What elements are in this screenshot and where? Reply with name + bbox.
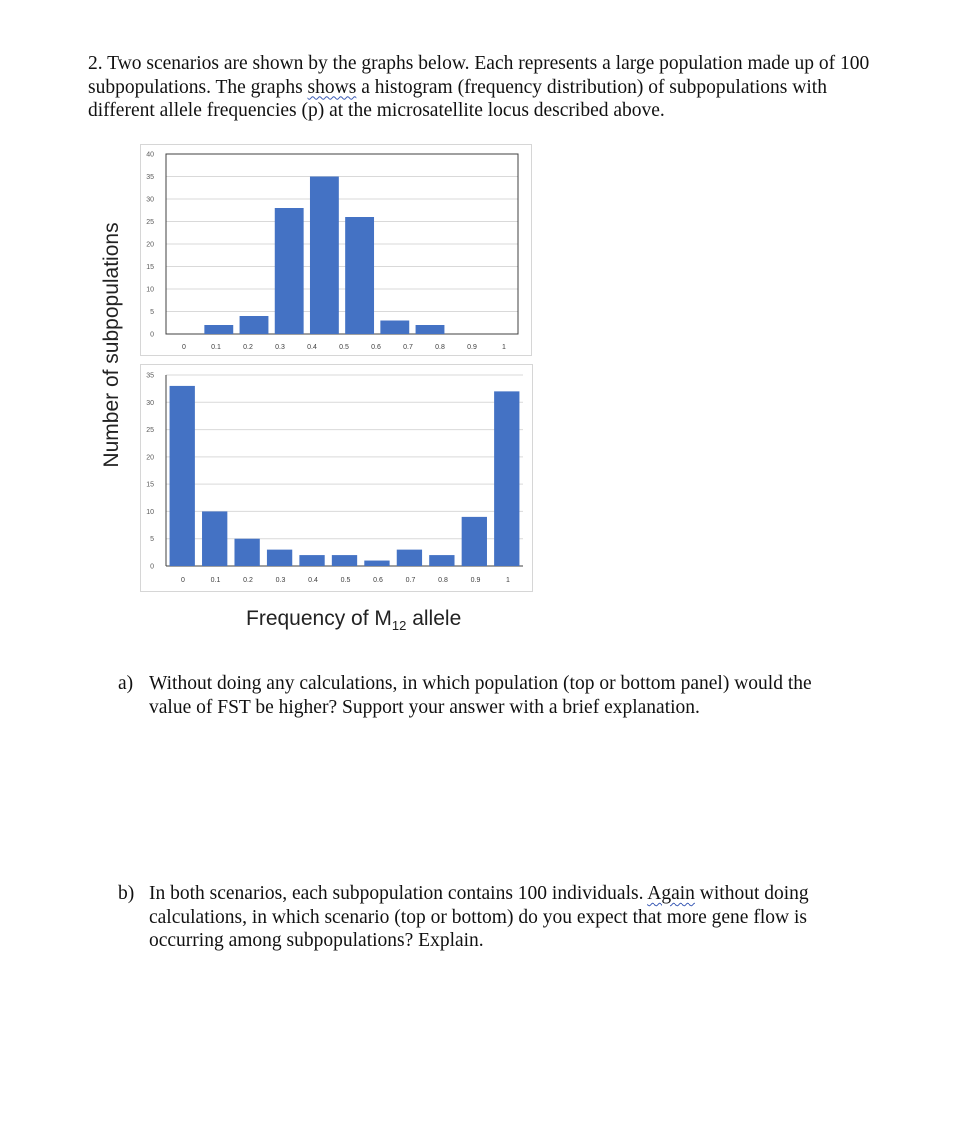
x-tick-label: 0.4 bbox=[307, 344, 317, 351]
x-axis-label-subscript: 12 bbox=[391, 618, 407, 634]
grammar-flagged-word[interactable]: shows bbox=[307, 76, 357, 98]
question-b-text bbox=[149, 882, 858, 953]
histogram-bar bbox=[204, 325, 233, 334]
question-a-letter: a) bbox=[118, 673, 134, 694]
histogram-bar bbox=[494, 391, 519, 566]
question-b-letter: b) bbox=[118, 883, 135, 904]
y-tick-label: 5 bbox=[150, 309, 154, 316]
question-b-text-after: without doing calculations, in which scenario (top or bottom) do you expect that more gene flow is occurring among subpopulations? Explain. bbox=[149, 883, 809, 951]
histogram-bar bbox=[202, 511, 227, 566]
histogram-bar bbox=[416, 325, 445, 334]
x-tick-label: 0.6 bbox=[373, 577, 383, 584]
histogram-bar bbox=[299, 555, 324, 566]
x-axis-label-main: Frequency of M bbox=[246, 607, 392, 630]
y-tick-label: 15 bbox=[146, 481, 154, 489]
x-tick-label: 0.1 bbox=[210, 577, 221, 584]
histogram-bar bbox=[462, 517, 487, 566]
intro-text-part2: a histogram (frequency distribution) of subpopulations with different allele frequencies (p) at the microsatellite locus described above. bbox=[88, 76, 827, 121]
question-b-text-before: In both scenarios, each subpopulation contains 100 individuals. bbox=[149, 883, 648, 904]
histogram-bottom-panel bbox=[140, 364, 533, 592]
x-tick-label: 0.8 bbox=[435, 344, 445, 351]
histogram-bar bbox=[364, 561, 389, 566]
x-axis-label-tail: allele bbox=[406, 607, 462, 630]
x-tick-label: 0.3 bbox=[275, 344, 285, 351]
intro-text-part1: 2. Two scenarios are shown by the graphs below. Each represents a large population made up of 100 subpopulations. The graphs bbox=[88, 53, 870, 98]
y-tick-label: 20 bbox=[146, 241, 154, 249]
grammar-flagged-word-again[interactable]: Again bbox=[647, 883, 695, 904]
histogram-bar bbox=[234, 539, 259, 566]
y-tick-label: 25 bbox=[146, 427, 154, 435]
histogram-bar bbox=[429, 555, 454, 566]
y-tick-label: 35 bbox=[146, 372, 154, 380]
x-tick-label: 1 bbox=[506, 577, 510, 584]
x-tick-label: 0.4 bbox=[308, 577, 318, 584]
x-tick-label: 0.3 bbox=[275, 577, 286, 584]
y-tick-label: 5 bbox=[150, 536, 154, 544]
x-tick-label: 0.5 bbox=[339, 344, 349, 351]
histogram-bar bbox=[332, 555, 357, 566]
histogram-bar bbox=[345, 217, 374, 334]
y-tick-label: 15 bbox=[146, 264, 154, 271]
x-tick-label: 0.7 bbox=[405, 577, 416, 584]
histogram-bar bbox=[380, 321, 409, 335]
x-tick-label: 0.2 bbox=[243, 577, 253, 584]
y-tick-label: 30 bbox=[146, 399, 154, 407]
x-tick-label: 0.1 bbox=[211, 344, 221, 351]
y-axis-label: Number of subpopulations bbox=[100, 222, 123, 468]
y-tick-label: 0 bbox=[150, 331, 154, 339]
question-a-text: Without doing any calculations, in which population (top or bottom panel) would the value of FST be higher? Support your answer with a brief explanation. bbox=[149, 673, 812, 718]
histogram-bottom-svg bbox=[140, 364, 533, 592]
histogram-bar bbox=[275, 208, 304, 334]
histogram-bar bbox=[397, 550, 422, 566]
x-tick-label: 0.8 bbox=[438, 577, 448, 584]
y-tick-label: 10 bbox=[146, 286, 154, 294]
y-tick-label: 20 bbox=[146, 454, 154, 462]
x-tick-label: 0.2 bbox=[243, 344, 253, 351]
x-tick-label: 1 bbox=[502, 344, 506, 351]
y-tick-label: 0 bbox=[150, 563, 154, 571]
histogram-bar bbox=[240, 316, 269, 334]
x-tick-label: 0.6 bbox=[371, 344, 381, 351]
histogram-bar bbox=[170, 386, 195, 566]
histogram-top-svg bbox=[140, 144, 532, 356]
x-axis-label bbox=[246, 607, 461, 633]
x-tick-label: 0.9 bbox=[470, 577, 481, 584]
x-tick-label: 0 bbox=[182, 344, 186, 351]
x-tick-label: 0.5 bbox=[340, 577, 351, 584]
histogram-top-panel bbox=[140, 144, 532, 356]
x-tick-label: 0.9 bbox=[467, 344, 477, 351]
question-a bbox=[118, 672, 858, 719]
histogram-bar bbox=[267, 550, 292, 566]
histogram-bar bbox=[310, 177, 339, 335]
question-b bbox=[118, 882, 858, 953]
y-tick-label: 30 bbox=[146, 196, 154, 204]
y-tick-label: 10 bbox=[146, 508, 154, 516]
x-tick-label: 0 bbox=[181, 577, 185, 584]
intro-paragraph bbox=[88, 52, 888, 123]
y-tick-label: 35 bbox=[146, 174, 154, 181]
x-tick-label: 0.7 bbox=[403, 344, 413, 351]
y-tick-label: 25 bbox=[146, 219, 154, 226]
y-tick-label: 40 bbox=[146, 151, 154, 159]
